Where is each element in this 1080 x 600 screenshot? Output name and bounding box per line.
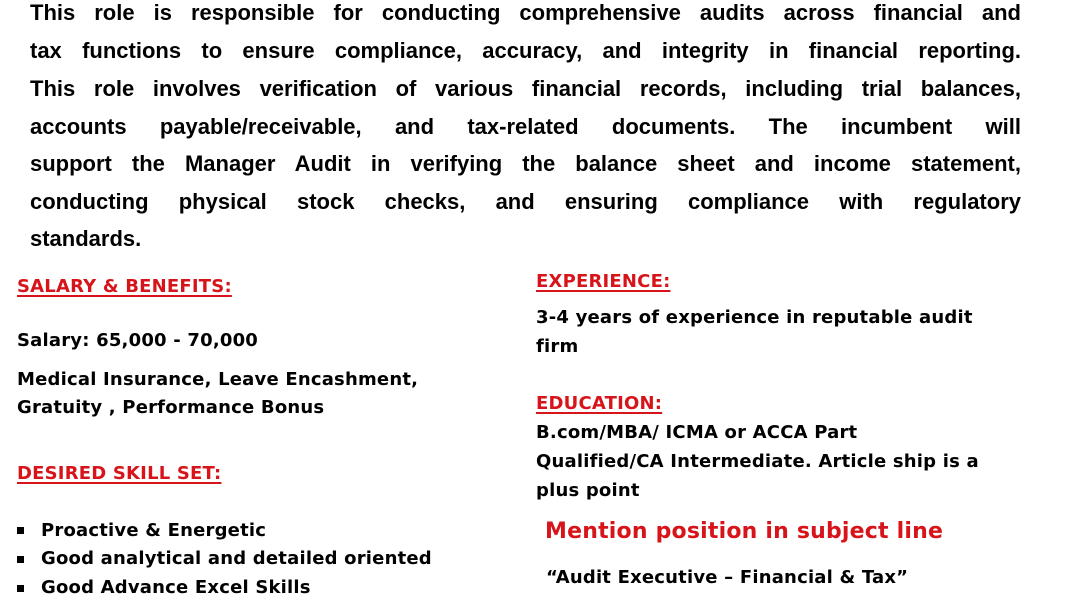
- education-line: plus point: [536, 480, 640, 501]
- salary-range: Salary: 65,000 - 70,000: [17, 330, 259, 351]
- education-line: B.com/MBA/ ICMA or ACCA Part: [536, 422, 858, 443]
- summary-line: support the Manager Audit in verifying the balance sheet and income statement,: [30, 151, 1021, 176]
- subject-instruction: Mention position in subject line: [545, 519, 944, 544]
- skills-heading: DESIRED SKILL SET:: [17, 463, 222, 484]
- bullet-icon: [17, 585, 24, 592]
- benefits-line: Medical Insurance, Leave Encashment,: [17, 369, 419, 390]
- bullet-icon: [17, 527, 24, 534]
- bullet-icon: [17, 556, 24, 563]
- summary-line: conducting physical stock checks, and ensuring compliance with regulatory: [30, 189, 1021, 214]
- salary-heading: SALARY & BENEFITS:: [17, 276, 232, 297]
- summary-line: tax functions to ensure compliance, accuracy, and integrity in financial reporting.: [30, 38, 1021, 63]
- summary-line: standards.: [30, 226, 142, 251]
- experience-line: 3-4 years of experience in reputable audit: [536, 307, 973, 328]
- skill-item: Proactive & Energetic: [41, 520, 267, 541]
- position-title: “Audit Executive – Financial & Tax”: [546, 567, 909, 588]
- skill-item: Good analytical and detailed oriented: [41, 548, 432, 569]
- benefits-line: Gratuity , Performance Bonus: [17, 397, 325, 418]
- experience-heading: EXPERIENCE:: [536, 271, 671, 292]
- summary-line: This role involves verification of various financial records, including trial balances,: [30, 76, 1021, 101]
- summary-line: accounts payable/receivable, and tax-related documents. The incumbent will: [30, 114, 1021, 139]
- education-line: Qualified/CA Intermediate. Article ship is a: [536, 451, 979, 472]
- summary-line: This role is responsible for conducting comprehensive audits across financial and: [30, 0, 1021, 25]
- education-heading: EDUCATION:: [536, 393, 663, 414]
- skill-item: Good Advance Excel Skills: [41, 577, 311, 598]
- experience-line: firm: [536, 336, 579, 357]
